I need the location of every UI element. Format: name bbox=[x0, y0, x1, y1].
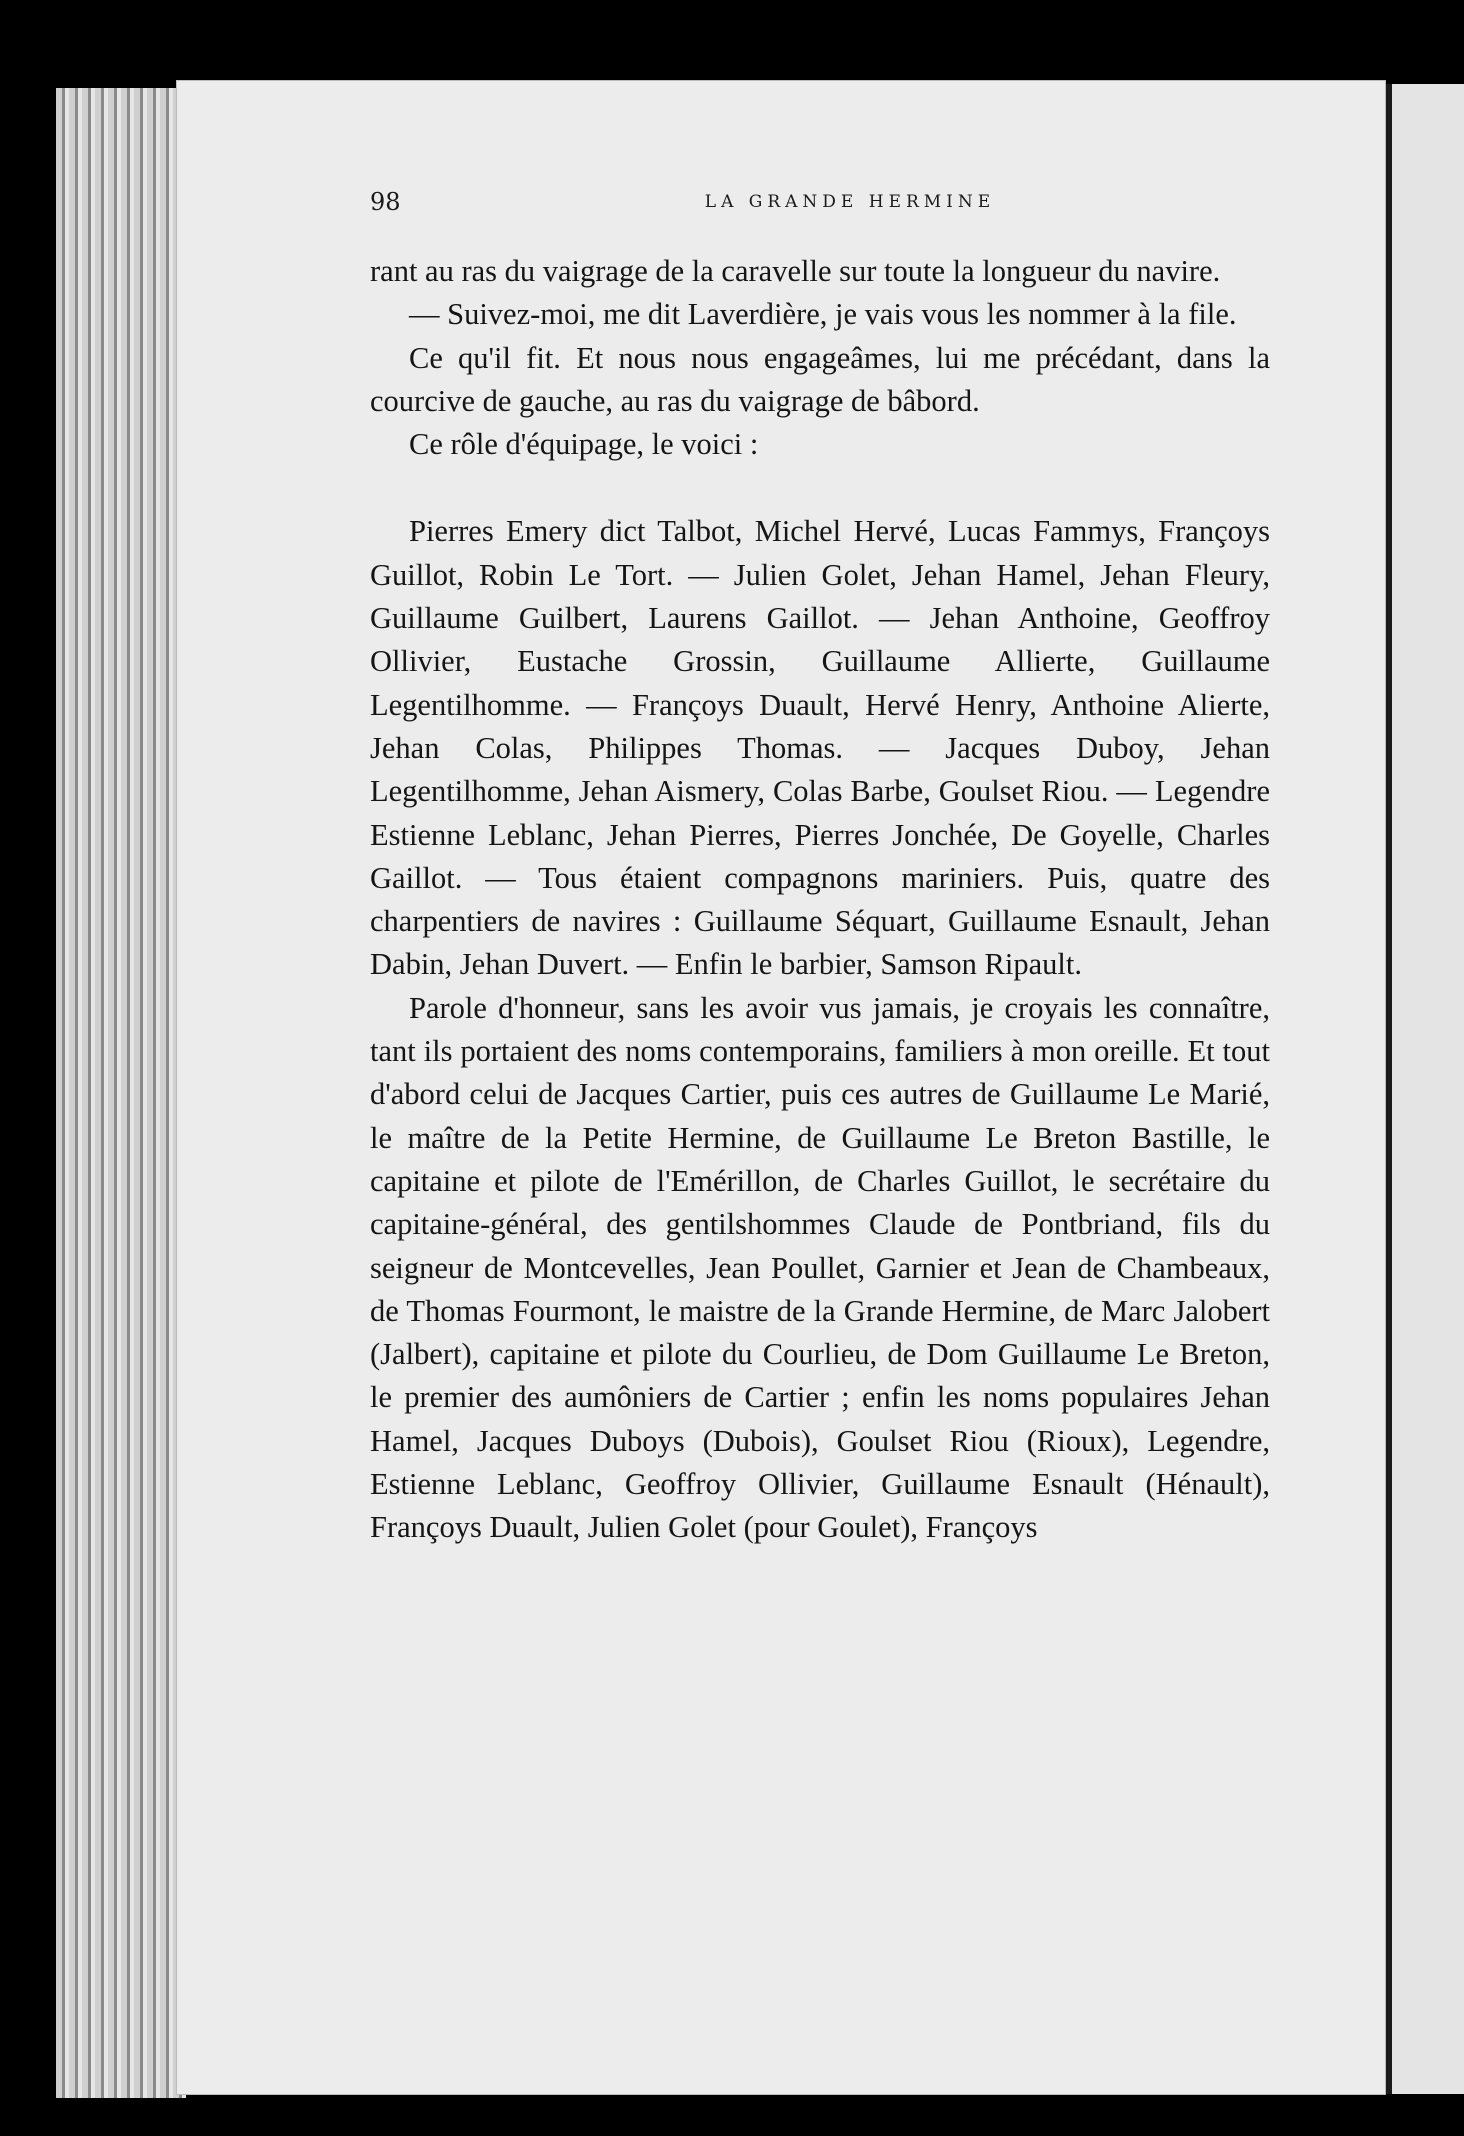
section-spacer bbox=[370, 466, 1270, 510]
page-edges bbox=[56, 88, 186, 2098]
page-number: 98 bbox=[370, 188, 401, 216]
paragraph-narration: Ce qu'il fit. Et nous nous engageâmes, lui me précédant, dans la courcive de gauche, au ras du vaigrage de bâbord. bbox=[370, 340, 1270, 418]
paragraph-names-commentary: Parole d'honneur, sans les avoir vus jamais, je croyais les connaître, tant ils portaient des noms contemporains, familiers à mon oreille. Et tout d'abord celui de Jacques Cartier, puis ces autres de Guillaume Le Marié, le maître de la Petite Hermine, de Guillaume Le Breton Bastille, le capitaine et pilote de l'Emérillon, de Charles Guillot, le secrétaire du capitaine-général, des gentilshommes Claude de Pontbriand, fils du seigneur de Montcevelles, Jean Poullet, Garnier et Jean de Chambeaux, de Thomas Fourmont, le maistre de la Grande Hermine, de Marc Jalobert (Jalbert), capitaine et pilote du Courlieu, de Dom Guillaume Le Breton, le premier des aumôniers de Cartier ; enfin les noms populaires Jehan Hamel, Jacques Duboys (Dubois), Goulset Riou (Rioux), Legendre, Estienne Leblanc, Geoffroy Ollivier, Guillaume Esnault (Hénault), Françoys Duault, Julien Golet (pour Goulet), Françoys bbox=[370, 990, 1270, 1545]
paragraph-continuation: rant au ras du vaigrage de la caravelle sur toute la longueur du navire. bbox=[370, 254, 1221, 288]
paragraph-dialogue: — Suivez-moi, me dit Laverdière, je vais vous les nommer à la file. bbox=[409, 297, 1237, 332]
paragraph-intro-list: Ce rôle d'équipage, le voici : bbox=[409, 427, 759, 462]
facing-page bbox=[1392, 84, 1464, 2094]
page-header bbox=[370, 188, 1330, 228]
running-title: LA GRANDE HERMINE bbox=[704, 192, 996, 212]
page-body bbox=[370, 250, 1270, 1550]
paragraph-crew-list: Pierres Emery dict Talbot, Michel Hervé, Lucas Fammys, Françoys Guillot, Robin Le Tort. — Julien Golet, Jehan Hamel, Jehan Fleury, Guillaume Guilbert, Laurens Gaillot. — Jehan Anthoine, Geoffroy Ollivier, Eustache Grossin, Guillaume Allierte, Guillaume Legentilhomme. — Françoys Duault, Hervé Henry, Anthoine Alierte, Jehan Colas, Philippes Thomas. — Jacques Duboy, Jehan Legentilhomme, Jehan Aismery, Colas Barbe, Goulset Riou. — Legendre Estienne Leblanc, Jehan Pierres, Pierres Jonchée, De Goyelle, Charles Gaillot. — Tous étaient compagnons mariniers. Puis, quatre des charpentiers de navires : Guillaume Séquart, Guillaume Esnault, Jehan Dabin, Jehan Duvert. — Enfin le barbier, Samson Ripault. bbox=[370, 514, 1270, 982]
